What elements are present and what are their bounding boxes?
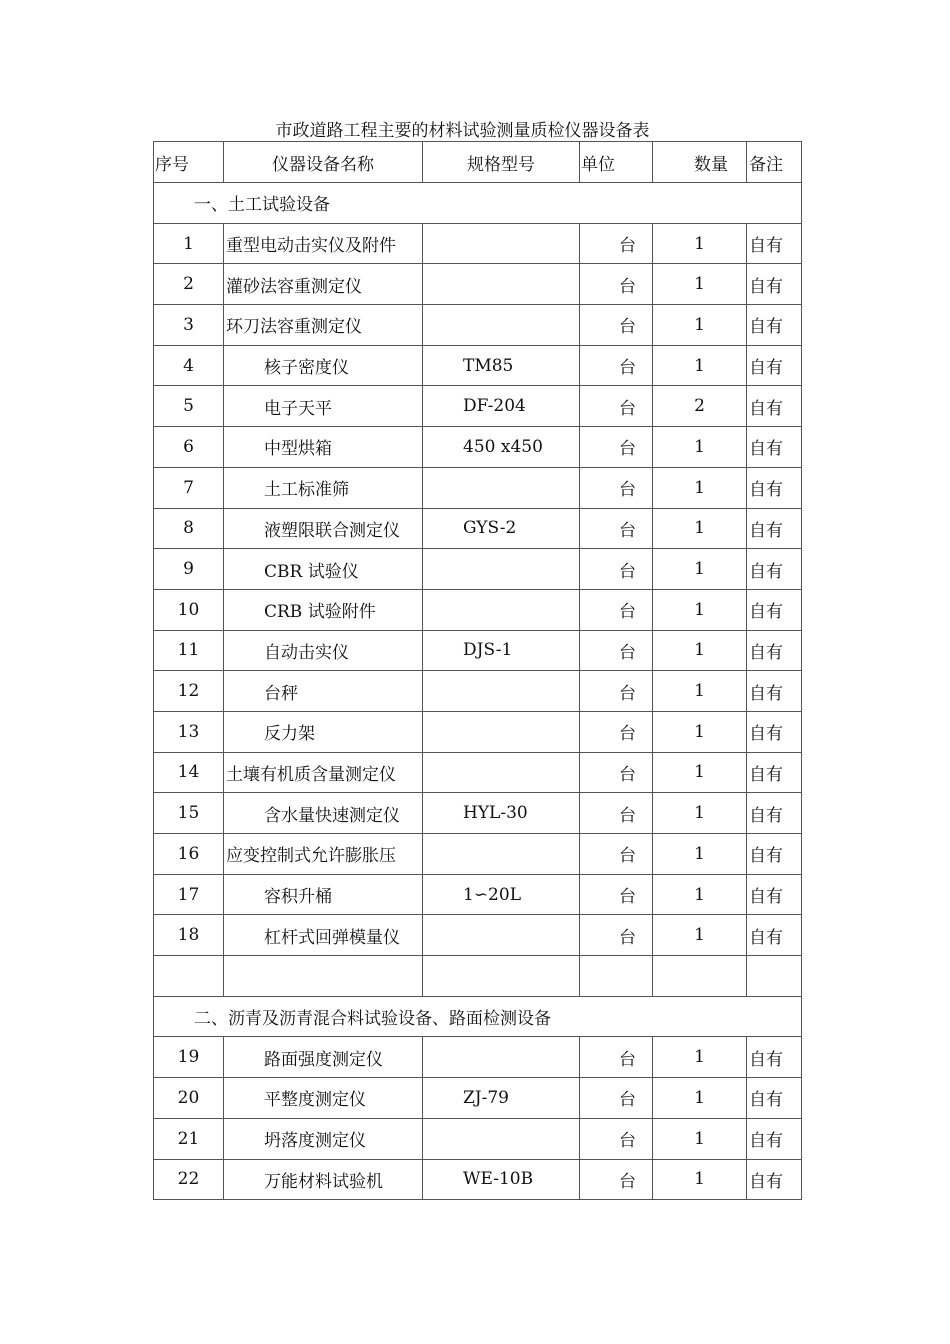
section-title-asphalt: 二、沥青及沥青混合料试验设备、路面检测设备: [154, 996, 802, 1037]
equipment-table: [153, 141, 802, 1200]
table-row: [154, 467, 802, 508]
table-row: [154, 264, 802, 305]
row-unit: 台: [580, 1118, 653, 1159]
row-qty: 1: [653, 671, 747, 712]
row-seq: 20: [154, 1078, 224, 1119]
row-name: 中型烘箱: [224, 427, 423, 468]
row-remark: 自有: [747, 793, 802, 834]
row-name: 平整度测定仪: [224, 1078, 423, 1119]
row-remark: 自有: [747, 589, 802, 630]
table-row: [154, 305, 802, 346]
row-spec: [423, 752, 580, 793]
row-spec: [423, 915, 580, 956]
row-unit: 台: [580, 1159, 653, 1200]
row-spec: [423, 1118, 580, 1159]
row-unit: 台: [580, 915, 653, 956]
row-unit: 台: [580, 793, 653, 834]
table-row: [154, 793, 802, 834]
row-qty: 1: [653, 1118, 747, 1159]
header-name: 仪器设备名称: [224, 142, 423, 183]
row-spec: [423, 264, 580, 305]
header-remark: 备注: [747, 142, 802, 183]
row-spec: [423, 305, 580, 346]
row-seq: 17: [154, 874, 224, 915]
header-unit: 单位: [580, 142, 653, 183]
row-spec: ZJ-79: [423, 1078, 580, 1119]
row-spec: HYL-30: [423, 793, 580, 834]
row-name: 万能材料试验机: [224, 1159, 423, 1200]
row-qty: 1: [653, 427, 747, 468]
row-remark: 自有: [747, 508, 802, 549]
row-qty: 1: [653, 1159, 747, 1200]
row-qty: 2: [653, 386, 747, 427]
row-remark: 自有: [747, 915, 802, 956]
row-name: 核子密度仪: [224, 345, 423, 386]
row-seq: 10: [154, 589, 224, 630]
row-remark: 自有: [747, 223, 802, 264]
row-remark: 自有: [747, 467, 802, 508]
row-spec: WE-10B: [423, 1159, 580, 1200]
row-remark: 自有: [747, 549, 802, 590]
table-row: [154, 1037, 802, 1078]
row-remark: 自有: [747, 264, 802, 305]
row-spec: DF-204: [423, 386, 580, 427]
row-seq: 16: [154, 834, 224, 875]
row-qty: 1: [653, 589, 747, 630]
row-qty: 1: [653, 467, 747, 508]
row-spec: GYS-2: [423, 508, 580, 549]
header-spec: 规格型号: [423, 142, 580, 183]
row-remark: 自有: [747, 1078, 802, 1119]
row-name: 台秤: [224, 671, 423, 712]
row-name: 重型电动击实仪及附件: [224, 223, 423, 264]
row-qty: 1: [653, 264, 747, 305]
row-unit: 台: [580, 223, 653, 264]
row-unit: 台: [580, 874, 653, 915]
row-seq: 5: [154, 386, 224, 427]
row-seq: 14: [154, 752, 224, 793]
row-name: 杠杆式回弹模量仪: [224, 915, 423, 956]
row-name: 反力架: [224, 711, 423, 752]
row-name: 环刀法容重测定仪: [224, 305, 423, 346]
table-row: [154, 630, 802, 671]
row-remark: 自有: [747, 1118, 802, 1159]
row-spec: [423, 671, 580, 712]
table-row: [154, 508, 802, 549]
row-unit: 台: [580, 508, 653, 549]
table-row: [154, 427, 802, 468]
row-seq: 6: [154, 427, 224, 468]
row-seq: 11: [154, 630, 224, 671]
row-seq: 9: [154, 549, 224, 590]
table-row: [154, 752, 802, 793]
table-row: [154, 386, 802, 427]
row-unit: 台: [580, 427, 653, 468]
row-unit: 台: [580, 467, 653, 508]
row-seq: 15: [154, 793, 224, 834]
row-qty: 1: [653, 549, 747, 590]
row-remark: 自有: [747, 1159, 802, 1200]
row-qty: 1: [653, 793, 747, 834]
row-qty: 1: [653, 874, 747, 915]
row-name: 含水量快速测定仪: [224, 793, 423, 834]
row-spec: [423, 589, 580, 630]
row-remark: 自有: [747, 834, 802, 875]
header-seq: 序号: [154, 142, 224, 183]
table-row: [154, 671, 802, 712]
row-seq: 7: [154, 467, 224, 508]
row-name: 容积升桶: [224, 874, 423, 915]
row-unit: 台: [580, 1037, 653, 1078]
row-unit: 台: [580, 345, 653, 386]
row-seq: 21: [154, 1118, 224, 1159]
table-row: [154, 223, 802, 264]
row-qty: 1: [653, 1037, 747, 1078]
row-unit: 台: [580, 305, 653, 346]
header-qty: 数量: [653, 142, 747, 183]
row-seq: 1: [154, 223, 224, 264]
section-row: [154, 996, 802, 1037]
table-row: [154, 1159, 802, 1200]
row-spec: DJS-1: [423, 630, 580, 671]
row-unit: 台: [580, 1078, 653, 1119]
table-row: [154, 1078, 802, 1119]
row-seq: 12: [154, 671, 224, 712]
table-row: [154, 345, 802, 386]
table-row: [154, 915, 802, 956]
row-qty: 1: [653, 305, 747, 346]
row-seq: 3: [154, 305, 224, 346]
row-qty: 1: [653, 1078, 747, 1119]
row-remark: 自有: [747, 711, 802, 752]
row-qty: 1: [653, 345, 747, 386]
row-seq: 4: [154, 345, 224, 386]
row-qty: 1: [653, 915, 747, 956]
row-remark: 自有: [747, 671, 802, 712]
row-spec: [423, 711, 580, 752]
section-row: [154, 183, 802, 224]
row-name: 坍落度测定仪: [224, 1118, 423, 1159]
row-qty: 1: [653, 223, 747, 264]
row-unit: 台: [580, 630, 653, 671]
row-name: 液塑限联合测定仪: [224, 508, 423, 549]
row-unit: 台: [580, 711, 653, 752]
row-name: 土工标准筛: [224, 467, 423, 508]
table-row: [154, 874, 802, 915]
row-name: 路面强度测定仪: [224, 1037, 423, 1078]
row-unit: 台: [580, 671, 653, 712]
row-remark: 自有: [747, 630, 802, 671]
row-qty: 1: [653, 630, 747, 671]
row-unit: 台: [580, 264, 653, 305]
row-name: 电子天平: [224, 386, 423, 427]
row-spec: [423, 223, 580, 264]
row-unit: 台: [580, 589, 653, 630]
row-name: CRB 试验附件: [224, 589, 423, 630]
table-row: [154, 834, 802, 875]
section-title-soil: 一、土工试验设备: [154, 183, 802, 224]
table-row: [154, 1118, 802, 1159]
page-title: 市政道路工程主要的材料试验测量质检仪器设备表: [275, 121, 650, 141]
row-qty: 1: [653, 752, 747, 793]
row-qty: 1: [653, 834, 747, 875]
row-remark: 自有: [747, 386, 802, 427]
row-remark: 自有: [747, 874, 802, 915]
row-name: 土壤有机质含量测定仪: [224, 752, 423, 793]
row-qty: 1: [653, 711, 747, 752]
row-spec: TM85: [423, 345, 580, 386]
row-name: CBR 试验仪: [224, 549, 423, 590]
row-spec: [423, 467, 580, 508]
row-name: 灌砂法容重测定仪: [224, 264, 423, 305]
row-unit: 台: [580, 752, 653, 793]
row-remark: 自有: [747, 427, 802, 468]
table-header-row: [154, 142, 802, 183]
row-spec: [423, 834, 580, 875]
row-seq: 22: [154, 1159, 224, 1200]
row-qty: 1: [653, 508, 747, 549]
row-name: 应变控制式允许膨胀压: [224, 834, 423, 875]
row-seq: 8: [154, 508, 224, 549]
row-unit: 台: [580, 386, 653, 427]
table-row: [154, 549, 802, 590]
table-row: [154, 711, 802, 752]
row-spec: [423, 549, 580, 590]
row-spec: 1∽20L: [423, 874, 580, 915]
row-seq: 18: [154, 915, 224, 956]
row-name: 自动击实仪: [224, 630, 423, 671]
row-seq: 13: [154, 711, 224, 752]
row-seq: 2: [154, 264, 224, 305]
row-unit: 台: [580, 834, 653, 875]
row-remark: 自有: [747, 1037, 802, 1078]
row-spec: [423, 1037, 580, 1078]
row-remark: 自有: [747, 345, 802, 386]
empty-row: [154, 956, 802, 997]
table-row: [154, 589, 802, 630]
row-unit: 台: [580, 549, 653, 590]
row-seq: 19: [154, 1037, 224, 1078]
row-remark: 自有: [747, 305, 802, 346]
row-spec: 450 x450: [423, 427, 580, 468]
row-remark: 自有: [747, 752, 802, 793]
